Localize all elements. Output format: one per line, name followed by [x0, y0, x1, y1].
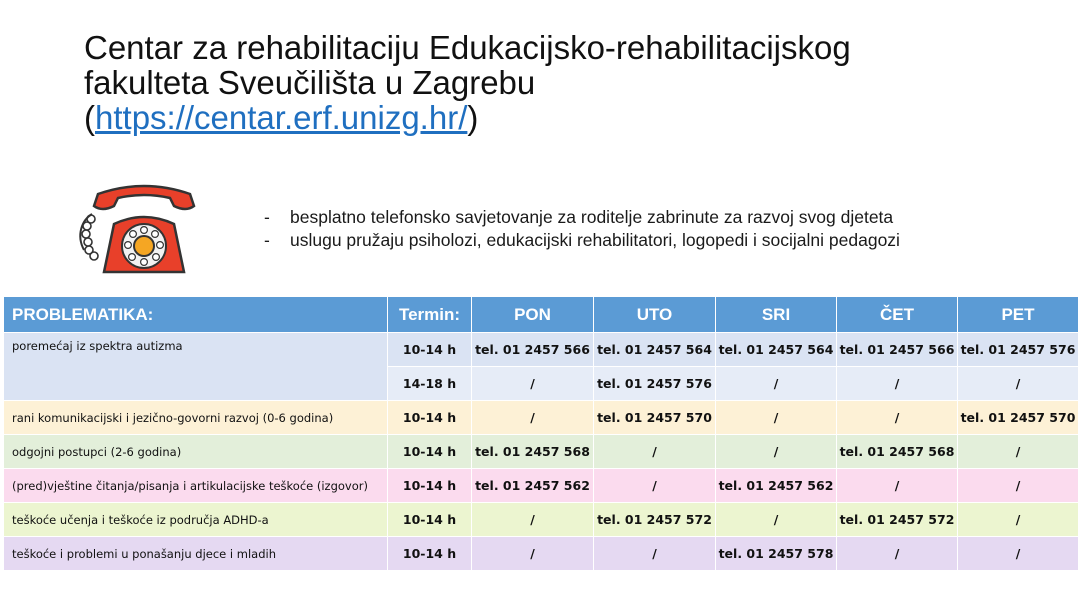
title-line-3 [84, 100, 1044, 135]
day-cell: / [716, 503, 837, 537]
day-cell: tel. 01 2457 570 [594, 401, 716, 435]
day-cell: tel. 01 2457 576 [594, 367, 716, 401]
service-bullets [262, 206, 900, 252]
bullet-item: - uslugu pružaju psiholozi, edukacijski rehabilitatori, logopedi i socijalni pedagozi [262, 229, 900, 252]
page-title [84, 30, 1044, 135]
day-cell: tel. 01 2457 572 [837, 503, 958, 537]
day-cell: / [837, 401, 958, 435]
title-line-1: Centar za rehabilitaciju Edukacijsko-rehabilitacijskog [84, 29, 851, 66]
day-cell: / [716, 435, 837, 469]
day-cell: tel. 01 2457 570 [958, 401, 1079, 435]
day-cell: / [837, 537, 958, 571]
problem-cell: poremećaj iz spektra autizma [4, 333, 388, 401]
header-cet: ČET [837, 297, 958, 333]
day-cell: tel. 01 2457 562 [472, 469, 594, 503]
day-cell: / [716, 367, 837, 401]
title-line-2: fakulteta Sveučilišta u Zagrebu [84, 64, 536, 101]
header-uto: UTO [594, 297, 716, 333]
day-cell: tel. 01 2457 562 [716, 469, 837, 503]
table-row [4, 435, 1079, 469]
day-cell: tel. 01 2457 566 [472, 333, 594, 367]
problem-cell: (pred)vještine čitanja/pisanja i artikulacijske teškoće (izgovor) [4, 469, 388, 503]
bullet-item: - besplatno telefonsko savjetovanje za roditelje zabrinute za razvoj svog djeteta [262, 206, 900, 229]
term-cell: 10-14 h [388, 469, 472, 503]
day-cell: tel. 01 2457 576 [958, 333, 1079, 367]
day-cell: / [472, 401, 594, 435]
day-cell: / [594, 537, 716, 571]
day-cell: / [958, 367, 1079, 401]
day-cell: / [958, 537, 1079, 571]
table-row [4, 333, 1079, 367]
day-cell: / [958, 503, 1079, 537]
day-cell: / [716, 401, 837, 435]
table-row [4, 401, 1079, 435]
telephone-icon [74, 180, 210, 280]
day-cell: tel. 01 2457 568 [837, 435, 958, 469]
day-cell: / [837, 367, 958, 401]
problem-cell: odgojni postupci (2-6 godina) [4, 435, 388, 469]
day-cell: / [594, 469, 716, 503]
problem-cell: rani komunikacijski i jezično-govorni razvoj (0-6 godina) [4, 401, 388, 435]
header-pet: PET [958, 297, 1079, 333]
header-termin: Termin: [388, 297, 472, 333]
term-cell: 10-14 h [388, 333, 472, 367]
day-cell: / [472, 503, 594, 537]
paren-open: ( [84, 99, 95, 136]
paren-close: ) [467, 99, 479, 136]
header-problematika: PROBLEMATIKA: [4, 297, 388, 333]
table-row [4, 469, 1079, 503]
day-cell: / [837, 469, 958, 503]
website-link[interactable]: https://centar.erf.unizg.hr/ [95, 99, 468, 136]
day-cell: / [594, 435, 716, 469]
problem-cell: teškoće i problemi u ponašanju djece i mladih [4, 537, 388, 571]
day-cell: tel. 01 2457 566 [837, 333, 958, 367]
day-cell: / [958, 435, 1079, 469]
table-header-row [4, 297, 1079, 333]
day-cell: tel. 01 2457 568 [472, 435, 594, 469]
day-cell: tel. 01 2457 572 [594, 503, 716, 537]
day-cell: tel. 01 2457 564 [594, 333, 716, 367]
schedule-table [3, 296, 1079, 571]
term-cell: 10-14 h [388, 435, 472, 469]
table-row [4, 537, 1079, 571]
term-cell: 14-18 h [388, 367, 472, 401]
problem-cell: teškoće učenja i teškoće iz područja ADHD-a [4, 503, 388, 537]
day-cell: / [472, 367, 594, 401]
term-cell: 10-14 h [388, 537, 472, 571]
day-cell: tel. 01 2457 578 [716, 537, 837, 571]
table-row [4, 503, 1079, 537]
term-cell: 10-14 h [388, 401, 472, 435]
day-cell: / [958, 469, 1079, 503]
term-cell: 10-14 h [388, 503, 472, 537]
header-pon: PON [472, 297, 594, 333]
header-sri: SRI [716, 297, 837, 333]
day-cell: tel. 01 2457 564 [716, 333, 837, 367]
day-cell: / [472, 537, 594, 571]
